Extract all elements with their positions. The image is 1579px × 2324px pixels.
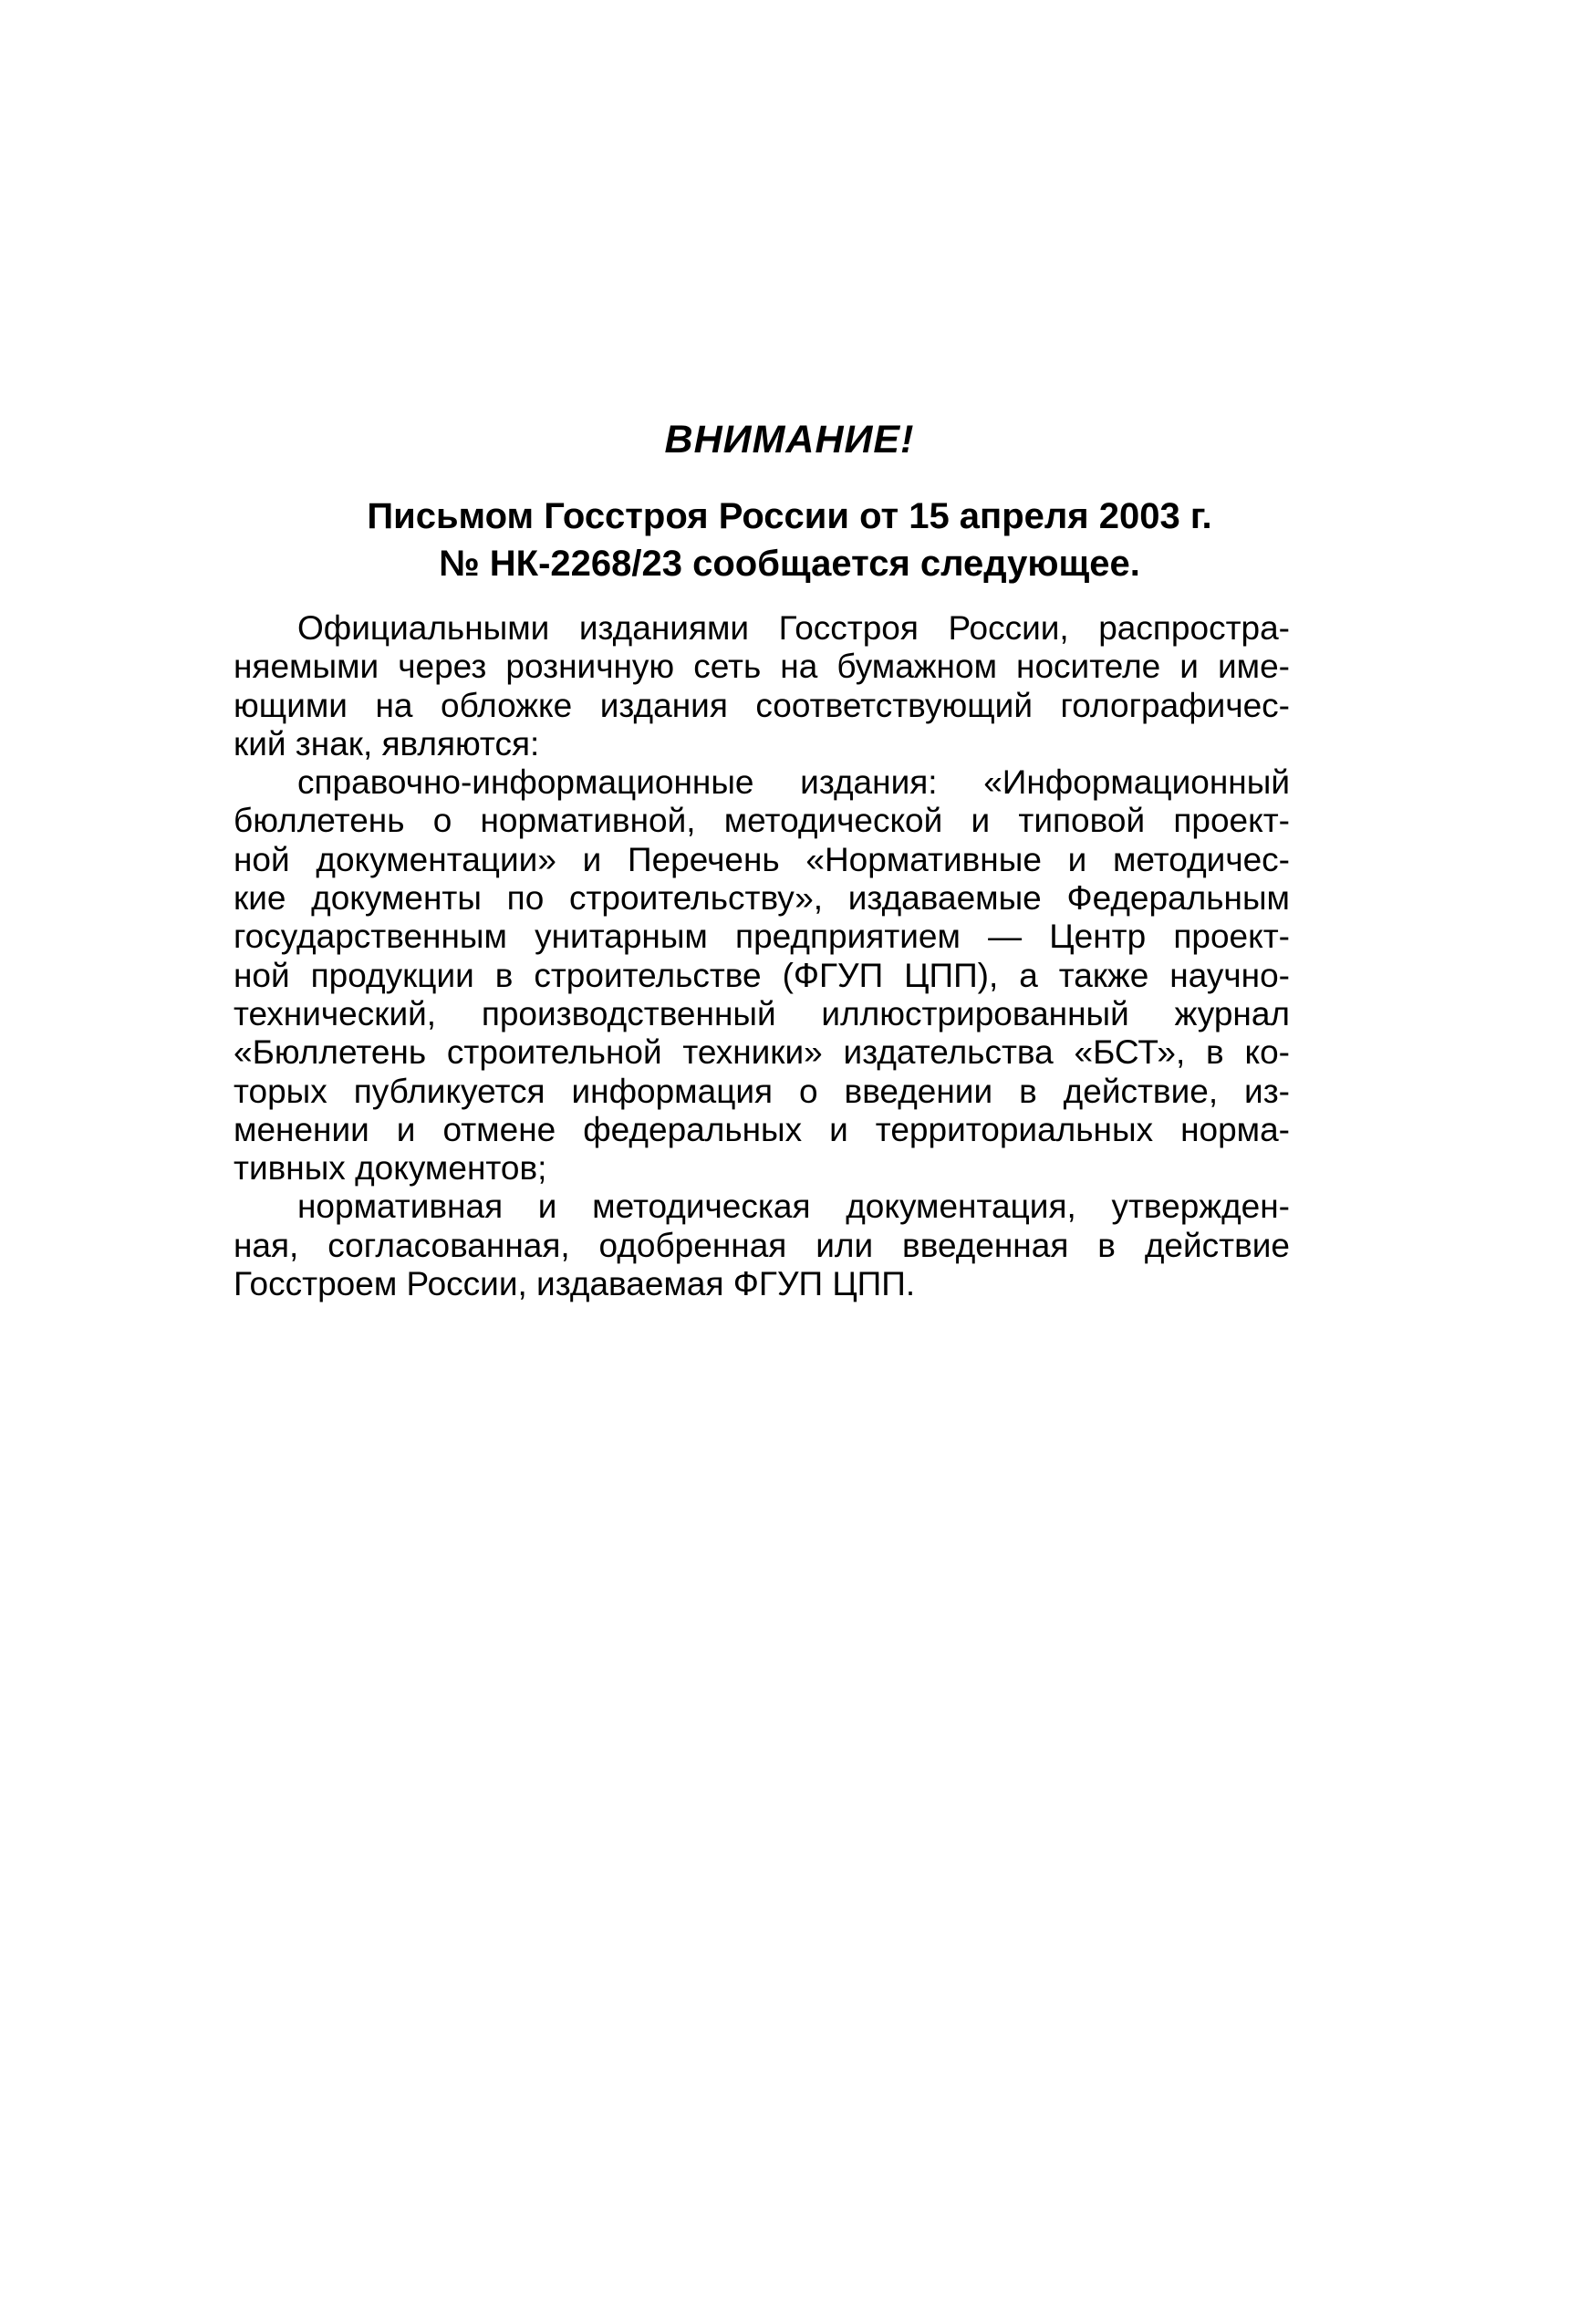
notice-body bbox=[234, 609, 1290, 1303]
notice-heading bbox=[0, 493, 1579, 587]
paragraph-line: тивных документов; bbox=[234, 1149, 547, 1188]
paragraph-line: торых публикуется информация о введении в действие, из- bbox=[234, 1072, 1290, 1110]
paragraph-3 bbox=[234, 1188, 1290, 1303]
paragraph-line: менении и отмене федеральных и территориальных норма- bbox=[234, 1110, 1290, 1148]
paragraph-line: няемыми через розничную сеть на бумажном носителе и име- bbox=[234, 648, 1290, 686]
paragraph-2 bbox=[234, 763, 1290, 1188]
paragraph-line: бюллетень о нормативной, методической и типовой проект- bbox=[234, 802, 1290, 840]
paragraph-line: Госстроем России, издаваемая ФГУП ЦПП. bbox=[234, 1265, 916, 1303]
paragraph-line: Официальными изданиями Госстроя России, распростра- bbox=[297, 609, 1290, 647]
paragraph-line: нормативная и методическая документация, утвержден- bbox=[297, 1188, 1290, 1226]
paragraph-line: ной продукции в строительстве (ФГУП ЦПП), а также научно- bbox=[234, 956, 1290, 994]
paragraph-line: справочно-информационные издания: «Информационный bbox=[297, 763, 1290, 802]
paragraph-line: ная, согласованная, одобренная или введенная в действие bbox=[234, 1226, 1290, 1264]
heading-line-1: Письмом Госстроя России от 15 апреля 2003 г. bbox=[367, 496, 1212, 536]
paragraph-line: технический, производственный иллюстрированный журнал bbox=[234, 994, 1290, 1032]
paragraph-line: ющими на обложке издания соответствующий голографичес- bbox=[234, 686, 1290, 724]
paragraph-line: ной документации» и Перечень «Нормативные и методичес- bbox=[234, 840, 1290, 878]
paragraph-line: кий знак, являются: bbox=[234, 724, 540, 763]
heading-line-2: № НК-2268/23 сообщается следующее. bbox=[439, 544, 1140, 584]
paragraph-line: кие документы по строительству», издаваемые Федеральным bbox=[234, 879, 1290, 918]
paragraph-line: государственным унитарным предприятием — Центр проект- bbox=[234, 918, 1290, 956]
attention-title: ВНИМАНИЕ! bbox=[664, 418, 915, 462]
paragraph-1 bbox=[234, 609, 1290, 763]
paragraph-line: «Бюллетень строительной техники» издательства «БСТ», в ко- bbox=[234, 1033, 1290, 1072]
